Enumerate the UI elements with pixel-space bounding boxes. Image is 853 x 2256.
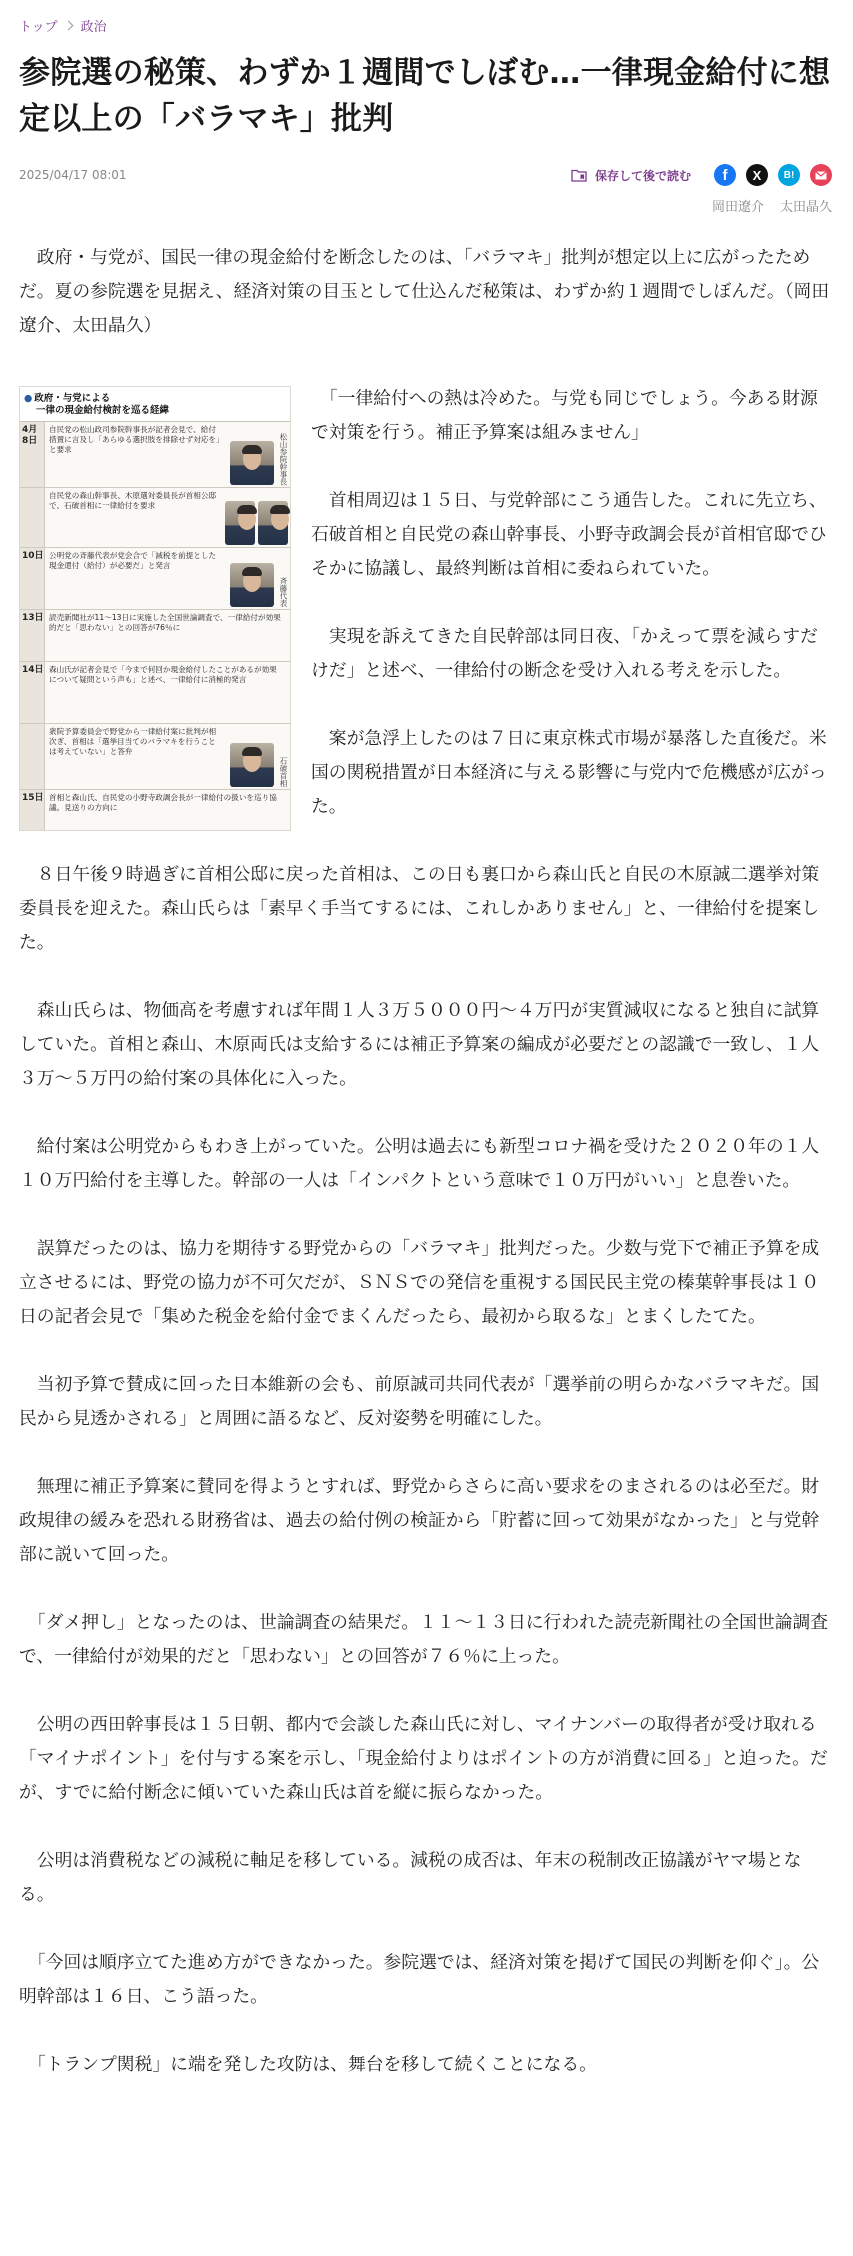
timeline-figure[interactable]	[19, 386, 291, 831]
figure-title-line: 一律の現金給付検討を巡る経緯	[36, 405, 170, 416]
figure-row-date: 4月 8日	[20, 422, 45, 487]
portrait-caption: 斉藤代表	[279, 577, 288, 607]
paragraph-text: 森山氏らは、物価高を考慮すれば年間１人３万５０００円〜４万円が実質減収になると独自に試算していた。首相と森山、木原両氏は支給するには補正予算案の編成が必要だとの認識で一致し、１人３万〜５万円の給付案の具体化に入った。	[19, 1000, 820, 1089]
save-for-later-label: 保存して後で読む	[594, 168, 691, 183]
figure-row-date: 13日	[20, 610, 45, 661]
portrait-photo	[223, 488, 290, 547]
article-headline: 参院選の秘策、わずか１週間でしぼむ…一律現金給付に想定以上の「バラマキ」批判	[19, 55, 831, 137]
bookmark-folder-icon	[571, 168, 587, 182]
timeline-graphic	[19, 386, 291, 831]
figure-title	[20, 387, 290, 422]
mail-icon[interactable]	[810, 164, 832, 186]
figure-row-text: 読売新聞社が11〜13日に実施した全国世論調査で、一律給付が効果的だと「思わない」との回答が76％に	[49, 613, 281, 632]
paragraph-text: 当初予算で賛成に回った日本維新の会も、前原誠司共同代表が「選挙前の明らかなバラマキだ。国民から見透かされる」と周囲に語るなど、反対姿勢を明確にした。	[19, 1374, 820, 1429]
article-paragraph	[19, 1470, 832, 1572]
figure-row	[20, 488, 290, 548]
article-meta	[19, 163, 832, 187]
article-paragraph	[19, 1946, 832, 2014]
paragraph-text: ８日午後９時過ぎに首相公邸に戻った首相は、この日も裏口から森山氏と自民の木原誠二選挙対策委員長を迎えた。森山氏らは「素早く手当てするには、これしかありません」と、一律給付を提案した。	[19, 864, 820, 953]
author-list	[19, 196, 832, 215]
article-actions	[571, 164, 832, 186]
paragraph-text: 案が急浮上したのは７日に東京株式市場が暴落した直後だ。米国の関税措置が日本経済に与える影響に与党内で危機感が広がった。	[311, 728, 827, 817]
figure-row-text: 公明党の斉藤代表が党会合で「減税を前提とした現金還付（給付）が必要だ」と発言	[49, 551, 217, 570]
portrait-photo	[224, 724, 290, 789]
figure-row-date	[20, 488, 45, 547]
breadcrumb	[19, 14, 832, 36]
figure-row-date: 10日	[20, 548, 45, 609]
figure-row-date: 14日	[20, 662, 45, 723]
paragraph-text: 「トランプ関税」に端を発した攻防は、舞台を移して続くことになる。	[36, 2054, 597, 2075]
portrait-photo	[224, 422, 290, 487]
figure-title-line: 政府・与党による	[34, 393, 111, 404]
save-for-later-button[interactable]	[571, 167, 691, 184]
author-name: 岡田遼介	[711, 200, 764, 215]
article-paragraph	[19, 1368, 832, 1436]
paragraph-text: 実現を訴えてきた自民幹部は同日夜、「かえって票を減らすだけだ」と述べ、一律給付の断念を受け入れる考えを示した。	[311, 626, 818, 681]
article-lead	[19, 241, 832, 343]
figure-row	[20, 422, 290, 488]
chevron-right-icon	[63, 20, 73, 30]
article-paragraph	[19, 858, 832, 960]
figure-row	[20, 790, 290, 831]
portrait-caption: 松山参院幹事長	[279, 432, 288, 485]
article-paragraph	[19, 1708, 832, 1810]
article-paragraph	[19, 2048, 832, 2082]
paragraph-text: 給付案は公明党からもわき上がっていた。公明は過去にも新型コロナ禍を受けた２０２０年の１人１０万円給付を主導した。幹部の一人は「インパクトという意味で１０万円がいい」と息巻いた。	[19, 1136, 820, 1191]
paragraph-text: 「一律給付への熱は冷めた。与党も同じでしょう。今ある財源で対策を行う。補正予算案は組みません」	[311, 388, 818, 443]
publish-date: 2025/04/17 08:01	[19, 168, 127, 182]
portrait-caption: 石破首相	[279, 757, 288, 787]
x-icon[interactable]: X	[746, 164, 768, 186]
figure-row-text: 衆院予算委員会で野党から一律給付案に批判が相次ぎ、首相は「選挙目当てのバラマキを行うことは考えていない」と答弁	[49, 727, 217, 756]
figure-row-date: 15日	[20, 790, 45, 831]
figure-row-text: 自民党の森山幹事長、木原選対委員長が首相公邸で、石破首相に一律給付を要求	[49, 491, 217, 510]
lead-text: 政府・与党が、国民一律の現金給付を断念したのは、「バラマキ」批判が想定以上に広がったためだ。夏の参院選を見据え、経済対策の目玉として仕込んだ秘策は、わずか約１週間でしぼんだ。（岡田遼介、太田晶久）	[19, 247, 830, 336]
figure-row	[20, 610, 290, 662]
article-paragraph	[19, 1844, 832, 1912]
article-paragraph	[19, 1606, 832, 1674]
author-name: 太田晶久	[779, 200, 832, 215]
bullet-icon: ●	[24, 393, 33, 404]
paragraph-text: 首相周辺は１５日、与党幹部にこう通告した。これに先立ち、石破首相と自民党の森山幹事長、小野寺政調会長が首相官邸でひそかに協議し、最終判断は首相に委ねられていた。	[311, 490, 827, 579]
facebook-icon[interactable]: f	[714, 164, 736, 186]
article-paragraph	[19, 994, 832, 1096]
paragraph-text: 公明の西田幹事長は１５日朝、都内で会談した森山氏に対し、マイナンバーの取得者が受け取れる「マイナポイント」を付与する案を示し、「現金給付よりはポイントの方が消費に回る」と迫った。だが、すでに給付断念に傾いていた森山氏は首を縦に振らなかった。	[19, 1714, 828, 1803]
figure-row-text: 首相と森山氏、自民党の小野寺政調会長が一律給付の扱いを巡り協議。見送りの方向に	[49, 793, 277, 812]
figure-row	[20, 662, 290, 724]
paragraph-text: 無理に補正予算案に賛同を得ようとすれば、野党からさらに高い要求をのまされるのは必至だ。財政規律の緩みを恐れる財務省は、過去の給付例の検証から「貯蓄に回って効果がなかった」と与党幹部に説いて回った。	[19, 1476, 820, 1565]
article-paragraph	[19, 1232, 832, 1334]
paragraph-text: 「今回は順序立てた進め方ができなかった。参院選では、経済対策を掲げて国民の判断を仰ぐ」。公明幹部は１６日、こう語った。	[19, 1952, 820, 2007]
paragraph-text: 公明は消費税などの減税に軸足を移している。減税の成否は、年末の税制改正協議がヤマ場となる。	[19, 1850, 802, 1905]
article-body	[19, 241, 832, 2082]
figure-row	[20, 724, 290, 790]
paragraph-text: 誤算だったのは、協力を期待する野党からの「バラマキ」批判だった。少数与党下で補正予算を成立させるには、野党の協力が不可欠だが、ＳＮＳでの発信を重視する国民民主党の榛葉幹事長は１０日の記者会見で「集めた税金を給付金でまくんだったら、最初から取るな」とまくしたてた。	[19, 1238, 820, 1327]
figure-row	[20, 548, 290, 610]
hatena-bookmark-icon[interactable]: B!	[778, 164, 800, 186]
article-paragraph	[19, 1130, 832, 1198]
figure-row-text: 森山氏が記者会見で「今まで何回か現金給付したことがあるが効果について疑問という声も」と述べ、一律給付に消極的発言	[49, 665, 277, 684]
figure-row-text: 自民党の松山政司参院幹事長が記者会見で、給付措置に言及し「あらゆる選択肢を排除せず対応を」と要求	[49, 425, 220, 454]
figure-row-date	[20, 724, 45, 789]
breadcrumb-section-link[interactable]: 政治	[80, 19, 107, 35]
portrait-photo	[224, 548, 290, 609]
article-page	[0, 14, 853, 2082]
paragraph-text: 「ダメ押し」となったのは、世論調査の結果だ。１１〜１３日に行われた読売新聞社の全国世論調査で、一律給付が効果的だと「思わない」との回答が７６％に上った。	[19, 1612, 829, 1667]
breadcrumb-home-link[interactable]: トップ	[19, 19, 58, 35]
